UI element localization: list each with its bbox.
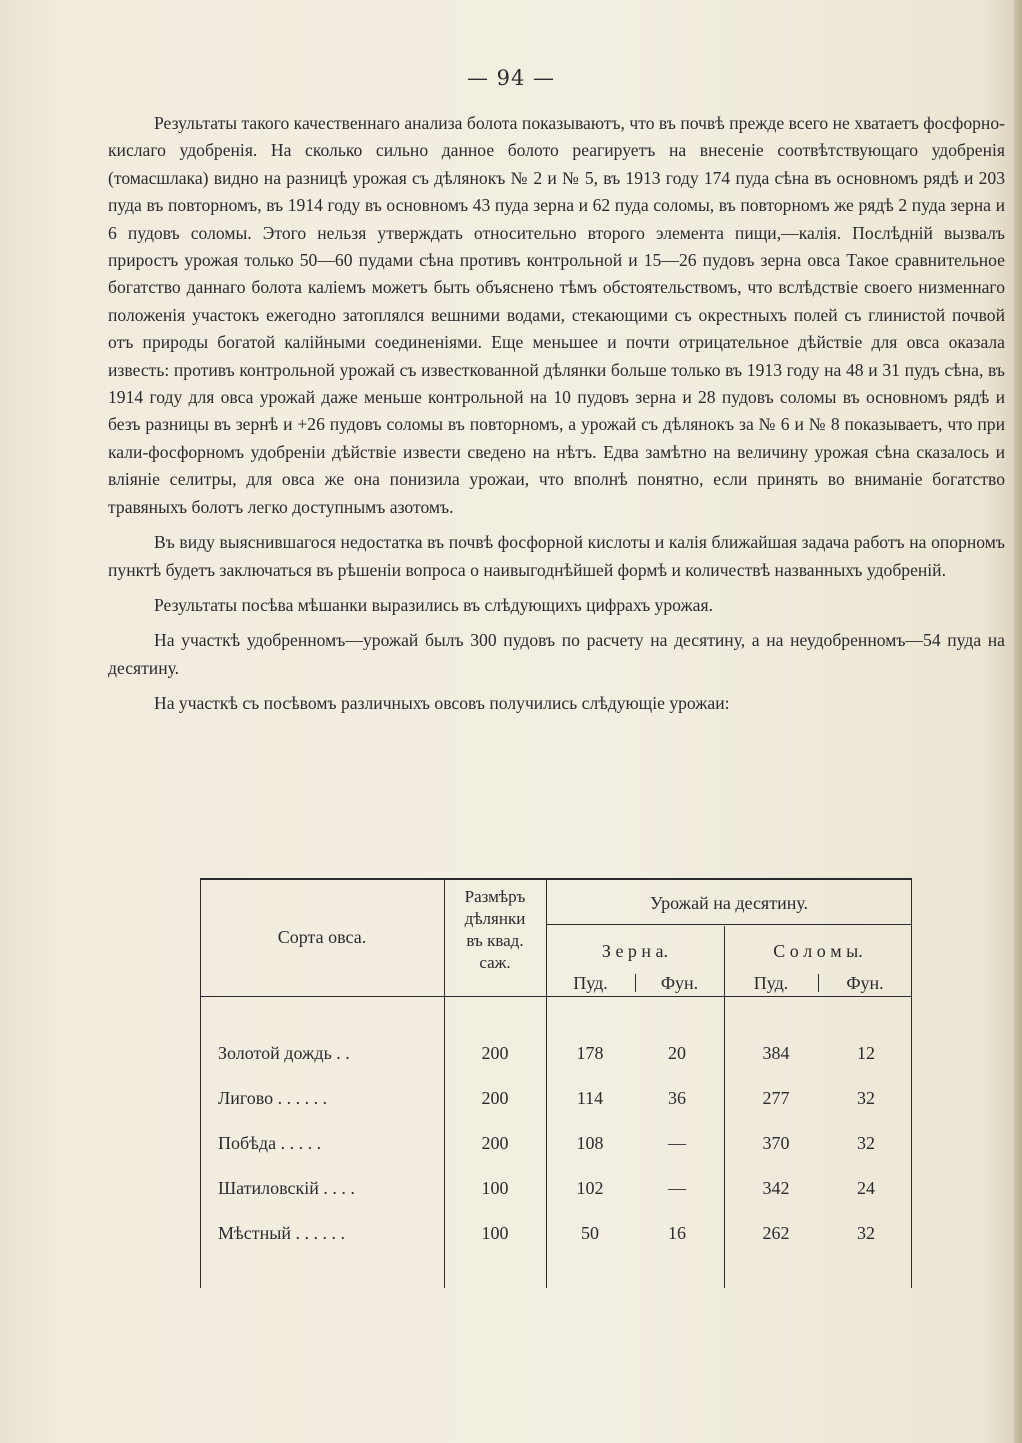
straw-fun-value: 32 — [857, 1088, 875, 1108]
variety-name: Лигово . . . . . . — [218, 1088, 328, 1108]
variety-name: Мѣстный . . . . . . — [218, 1223, 345, 1243]
header-yield: Урожай на десятину. — [649, 893, 809, 913]
straw-pud-value: 262 — [762, 1223, 790, 1243]
grain-fun-value: — — [668, 1178, 686, 1198]
header-plot-size-line: дѣлянки — [464, 909, 526, 928]
table-row — [200, 1088, 912, 1114]
grain-pud-value: 114 — [576, 1088, 604, 1108]
body-text — [108, 110, 1005, 718]
straw-fun-value: 32 — [857, 1133, 875, 1153]
header-straw: С о л о м ы. — [773, 941, 863, 961]
grain-pud-value: 178 — [576, 1043, 604, 1063]
page-edge — [1014, 0, 1022, 1443]
paragraph: Результаты посѣва мѣшанки выразились въ слѣдующихъ цифрахъ урожая. — [154, 594, 713, 615]
paragraph: На участкѣ съ посѣвомъ различныхъ овсовъ получились слѣдующіе урожаи: — [154, 693, 730, 714]
straw-fun-value: 32 — [857, 1223, 875, 1243]
header-grain: З е р н а. — [601, 941, 669, 961]
header-straw-pud: Пуд. — [753, 973, 789, 993]
grain-fun-value: 36 — [668, 1088, 686, 1108]
plot-size-value: 100 — [481, 1223, 509, 1243]
header-grain-pud: Пуд. — [573, 973, 608, 993]
variety-name: Золотой дождь . . — [218, 1043, 350, 1063]
table-header-rule — [200, 996, 912, 997]
table-row — [200, 1223, 912, 1249]
header-grain-fun: Фун. — [660, 973, 699, 993]
plot-size-value: 200 — [481, 1043, 509, 1063]
table-row — [200, 1178, 912, 1204]
yield-table — [200, 878, 912, 1288]
header-plot-size — [444, 886, 546, 974]
grain-pud-value: 102 — [576, 1178, 604, 1198]
header-straw-fun: Фун. — [846, 973, 884, 993]
header-plot-size-line: Размѣръ — [464, 887, 526, 906]
straw-fun-value: 12 — [857, 1043, 875, 1063]
straw-pud-value: 277 — [762, 1088, 790, 1108]
paragraph: На участкѣ удобренномъ—урожай былъ 300 пудовъ по расчету на десятину, а на неудобренномъ—54 пуда на десятину. — [108, 630, 1005, 678]
header-plot-size-line: въ квад. — [466, 931, 524, 950]
straw-pud-value: 370 — [762, 1133, 790, 1153]
table-subheader-rule — [546, 924, 912, 925]
straw-fun-value: 24 — [857, 1178, 875, 1198]
grain-pud-value: 50 — [581, 1223, 599, 1243]
table-top-rule — [200, 878, 912, 880]
header-plot-size-line: саж. — [479, 953, 511, 972]
grain-pud-value: 108 — [576, 1133, 604, 1153]
straw-pud-value: 342 — [762, 1178, 790, 1198]
page-number: — 94 — — [466, 66, 556, 90]
plot-size-value: 100 — [481, 1178, 509, 1198]
grain-fun-value: — — [668, 1133, 686, 1153]
variety-name: Побѣда . . . . . — [218, 1133, 322, 1153]
plot-size-value: 200 — [481, 1088, 509, 1108]
plot-size-value: 200 — [481, 1133, 509, 1153]
paragraph: Въ виду выяснившагося недостатка въ почвѣ фосфорной кислоты и калія ближайшая задача работъ на опорномъ пунктѣ будетъ заключаться въ рѣшеніи вопроса о наивыгоднѣйшей формѣ и количествѣ названныхъ удобреній. — [108, 532, 1005, 580]
grain-fun-value: 16 — [668, 1223, 686, 1243]
header-variety: Сорта овса. — [277, 927, 367, 947]
table-row — [200, 1133, 912, 1159]
straw-pud-value: 384 — [762, 1043, 790, 1063]
grain-fun-value: 20 — [668, 1043, 686, 1063]
table-row — [200, 1043, 912, 1069]
paragraph: Результаты такого качественнаго анализа болота показываютъ, что въ почвѣ прежде всего не хватаетъ фосфорно-кислаго удобренія. На сколько сильно данное болото реагируетъ на внесеніе соотвѣтствующаго удобренія (томасшлака) видно на разницѣ урожая съ дѣлянокъ № 2 и № 5, въ 1913 году 174 пуда сѣна въ основномъ рядѣ и 203 пуда въ повторномъ, въ 1914 году въ основномъ 43 пуда зерна и 62 пуда соломы, въ повторномъ же рядѣ 2 пуда зерна и 6 пудовъ соломы. Этого нельзя утверждать относительно второго элемента пищи,—калія. Послѣдній вызвалъ приростъ урожая только 50—60 пудами сѣна противъ контрольной и 15—26 пудовъ зерна овса Такое сравнительное богатство даннаго болота каліемъ можетъ быть объяснено тѣмъ обстоятельствомъ, что вслѣдствіе своего низменнаго положенія участокъ ежегодно затоплялся вешними водами, стекающими съ окрестныхъ полей съ глинистой почвой отъ природы богатой калійными соединеніями. Еще меньшее и почти отрицательное дѣйствіе для овса оказала известь: противъ контрольной урожай съ известкованной дѣлянки больше только въ 1913 году на 48 и 31 пудъ сѣна, въ 1914 году для овса урожай даже меньше контрольной на 10 пудовъ зерна и 28 пудовъ соломы въ основномъ рядѣ и безъ разницы въ зернѣ и +26 пудовъ соломы въ повторномъ, а урожай съ дѣлянокъ за № 6 и № 8 показываетъ, что при кали-фосфорномъ удобреніи дѣйствіе извести сведено на нѣтъ. Едва замѣтно на величину урожая сѣна сказалось и вліяніе селитры, для овса же она понизила урожаи, что вполнѣ понятно, если принять во вниманіе богатство травяныхъ болотъ легко доступнымъ азотомъ. — [108, 113, 1005, 517]
variety-name: Шатиловскій . . . . — [218, 1178, 355, 1198]
